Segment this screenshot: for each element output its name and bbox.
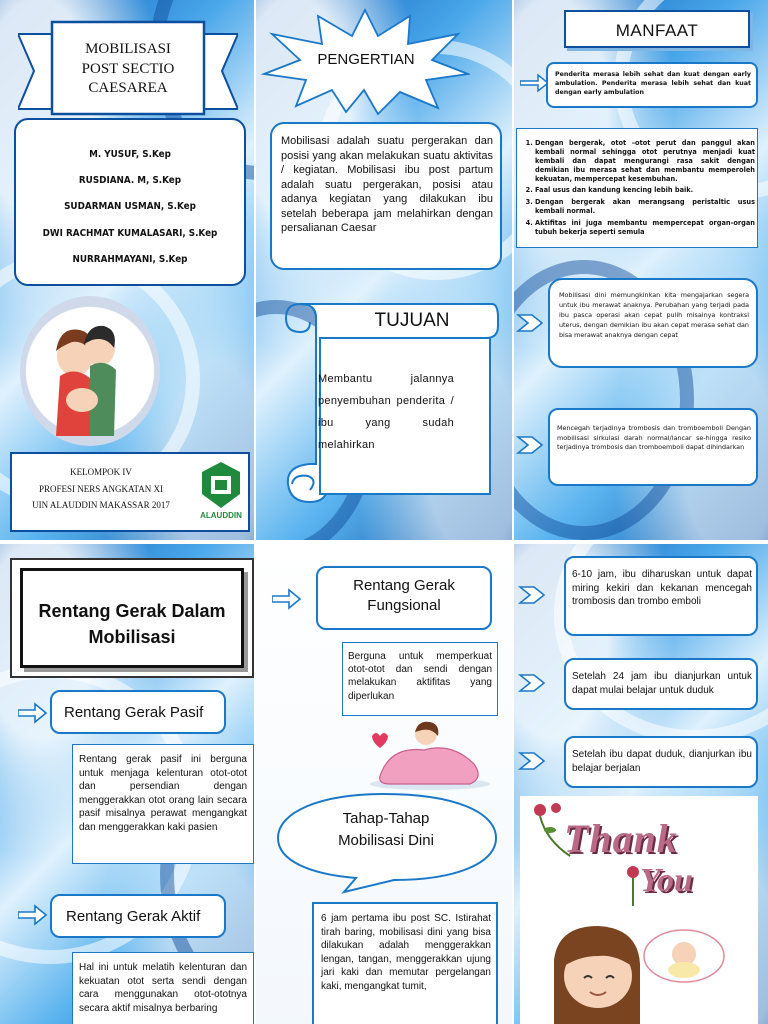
author-name: NURRAHMAYANI, S.Kep [72, 253, 188, 265]
logo-text: ALAUDDIN [200, 511, 242, 520]
aktif-body: Hal ini untuk melatih kelenturan dan kekuatan otot serta sendi dengan cara menggunakan otot-ototnya secara aktif misalnya berbaring [79, 962, 247, 1014]
pasif-body: Rentang gerak pasif ini berguna untuk menjaga kelenturan otot-otot dan persendian dengan menggerakkan otot orang lain secara pasif misalnya perawat mengangkat dan menggerakkan kaki pasien [79, 754, 247, 833]
pengertian-body: Mobilisasi adalah suatu pergerakan dan posisi yang akan melakukan suatu aktivitas / kegiatan. Mobilisasi ibu post partum adalah suatu pergerakan, posisi atau adanya kegiatan yang dilakukan ibu setelah beberapa jam melahirkan dengan persalianan Caesar [281, 135, 493, 235]
alauddin-logo [196, 460, 246, 526]
step-text: 6-10 jam, ibu diharuskan untuk dapat miring kekiri dan kekanan mencegah trombosis dan trombo emboli [572, 569, 752, 608]
author-name: M. YUSUF, S.Kep [89, 149, 171, 160]
manfaat-panel [514, 0, 768, 540]
aktif-body-box [72, 952, 254, 1024]
arrow-icon [18, 904, 48, 926]
manfaat-heading: MANFAAT [615, 21, 699, 40]
pengertian-panel [256, 0, 512, 540]
arrow-icon [18, 702, 48, 724]
authors-box [14, 118, 246, 286]
fungsional-label-box [316, 566, 492, 630]
thank-you-card [520, 796, 758, 1024]
you-text: You [640, 862, 693, 899]
author-name: DWI RACHMAT KUMALASARI, S.Kep [42, 227, 218, 239]
tahap-body-box [312, 902, 498, 1024]
manfaat-box-3 [548, 408, 758, 486]
manfaat-intro-box [546, 62, 758, 108]
step-box-1 [564, 556, 758, 636]
steps-panel [514, 544, 768, 1024]
group-line: UIN ALAUDDIN MAKASSAR 2017 [32, 500, 170, 511]
aktif-label: Rentang Gerak Aktif [66, 908, 201, 925]
manfaat-heading-box [564, 10, 750, 48]
rentang-heading: Rentang Gerak Dalam Mobilisasi [38, 601, 226, 648]
group-line: KELOMPOK IV [70, 467, 132, 477]
chevron-right-icon [516, 312, 546, 334]
tahap-heading: Tahap-Tahap Mobilisasi Dini [338, 810, 434, 849]
fungsional-body: Berguna untuk memperkuat otot-otot dan sendi dengan melakukan aktifitas yang diperlukan [348, 651, 492, 702]
manfaat-point: 3. Dengan bergerak akan merangsang peristaltic usus kembali normal. [535, 198, 755, 216]
tujuan-heading: TUJUAN [374, 310, 450, 331]
tahap-body: 6 jam pertama ibu post SC. Istirahat tirah baring, mobilisasi dini yang bisa dilakukan adalah menggerakkan lengan, tangan, menggerakkan ujung jari kaki dan memutar pergelangan kaki, mengangkat tumit, [321, 913, 491, 992]
pasif-body-box [72, 744, 254, 864]
couple-illustration [20, 296, 160, 446]
chevron-right-icon [518, 672, 548, 694]
manfaat-box2-text: Mobilisasi dini memungkinkan kita mengajarkan segera untuk ibu merawat anaknya. Perubahan yang terjadi pada ibu pasca operasi akan cepat pulih misalnya kontraksi uterus, dengan demikian ibu akan cepat merasa sehat dan bisa merawat anaknya dengan cepat [559, 291, 749, 339]
pasif-label: Rentang Gerak Pasif [64, 704, 204, 721]
mother-baby-illustration [544, 920, 744, 1024]
step-box-2 [564, 658, 758, 710]
group-box [10, 452, 250, 532]
cover-title-line: MOBILISASI [85, 41, 171, 57]
pregnant-woman-illustration [360, 720, 492, 792]
manfaat-box-2 [548, 278, 758, 368]
group-line: PROFESI NERS ANGKATAN XI [38, 483, 164, 494]
cover-title-line: CAESAREA [88, 80, 168, 96]
fungsional-panel [256, 544, 512, 1024]
manfaat-point: 4. Aktifitas ini juga membantu mempercepat organ-organ tubuh bekerja seperti semula [535, 219, 755, 237]
fungsional-body-box [342, 642, 498, 716]
rose-icon [618, 864, 648, 908]
step-text: Setelah ibu dapat duduk, dianjurkan ibu belajar berjalan [572, 749, 752, 774]
pengertian-heading: PENGERTIAN [317, 51, 415, 68]
manfaat-point: 1. Dengan bergerak, otot –otot perut dan panggul akan kembali normal sehingga otot perutnya menjadi kuat kembali dan dapat mengurangi rasa sakit dengan demikian ibu merasa sehat dan membantu memperoleh kekuatan, mempercepat kesembuhan. [535, 139, 755, 183]
arrow-icon [272, 588, 302, 610]
fungsional-label: Rentang Gerak Fungsional [353, 577, 455, 615]
pasif-label-box [50, 690, 226, 734]
chevron-right-icon [516, 434, 546, 456]
rentang-panel [0, 544, 254, 1024]
manfaat-box3-text: Mencegah terjadinya trombosis dan tromboemboli Dengan mobilisasi sirkulasi darah normal/lancar se-hingga resiko terjadinya trombosis dan tromboemboli dapat dihindarkan [557, 424, 751, 452]
author-name: SUDARMAN USMAN, S.Kep [64, 201, 196, 213]
cover-panel [0, 0, 254, 540]
cover-title-line: POST SECTIO [81, 60, 175, 77]
manfaat-points-box [516, 128, 758, 248]
pengertian-box [270, 122, 502, 270]
author-name: RUSDIANA. M, S.Kep [78, 175, 182, 187]
step-box-3 [564, 736, 758, 788]
manfaat-intro: Penderita merasa lebih sehat dan kuat dengan early ambulation. Penderita merasa lebih sehat dan kuat dengan early ambulation [555, 71, 751, 97]
manfaat-point: 2. Faal usus dan kandung kencing lebih baik. [535, 186, 755, 195]
chevron-right-icon [518, 584, 548, 606]
aktif-label-box [50, 894, 226, 938]
rentang-heading-box [10, 558, 254, 678]
tujuan-body: Membantu jalannya penyembuhan penderita / ibu yang sudah melahirkan [318, 373, 454, 451]
step-text: Setelah 24 jam ibu dianjurkan untuk dapat mulai belajar untuk duduk [572, 671, 752, 696]
chevron-right-icon [518, 750, 548, 772]
cover-title [60, 40, 196, 99]
thank-text: Thank [564, 816, 678, 861]
